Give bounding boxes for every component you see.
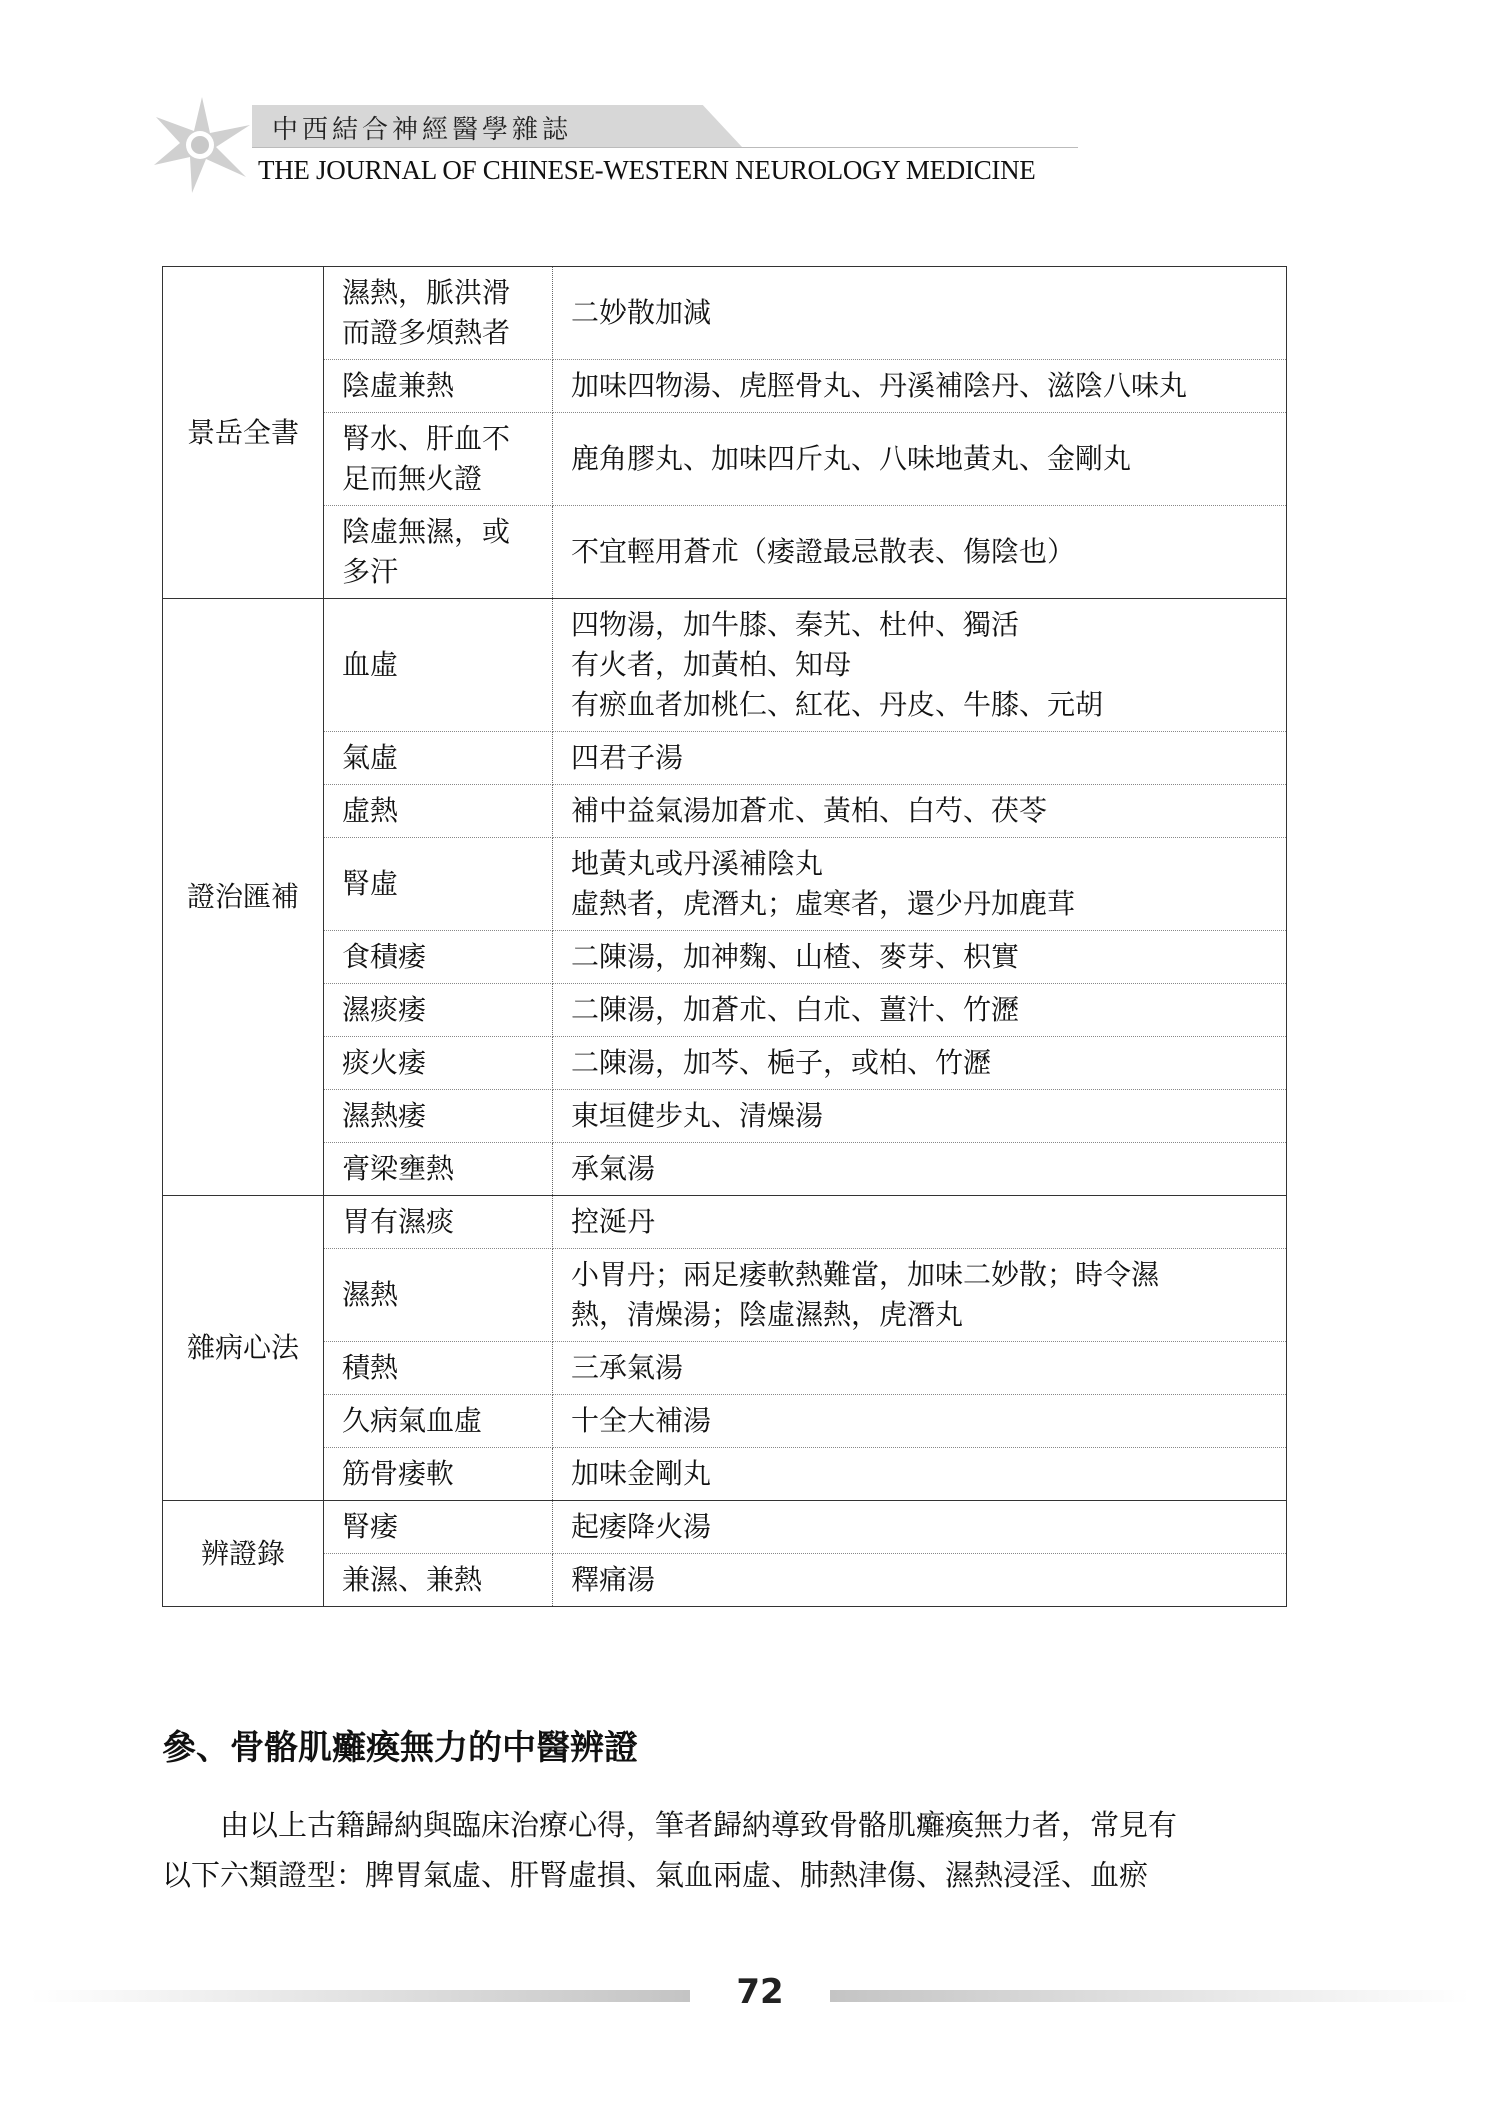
condition-text: 陰虛兼熱 <box>342 369 455 402</box>
source-book-cell: 證治匯補 <box>163 599 324 1196</box>
treatment-cell <box>553 931 1287 984</box>
table-row <box>163 732 1287 785</box>
condition-text: 膏梁壅熱 <box>342 1152 455 1185</box>
condition-text: 足而無火證 <box>342 462 483 495</box>
condition-text: 濕痰痿 <box>342 993 427 1026</box>
condition-cell <box>324 732 553 785</box>
treatment-cell <box>553 360 1287 413</box>
treatment-cell <box>553 1395 1287 1448</box>
star-logo-icon <box>150 95 260 195</box>
condition-text: 腎虛 <box>342 867 399 900</box>
treatment-cell <box>553 1448 1287 1501</box>
treatment-text: 加味金剛丸 <box>571 1457 712 1490</box>
footer-bar-right <box>830 1990 1470 2002</box>
treatment-cell <box>553 984 1287 1037</box>
journal-header <box>150 95 1080 195</box>
condition-text: 而證多煩熱者 <box>342 316 511 349</box>
table-row <box>163 1090 1287 1143</box>
treatment-text: 鹿角膠丸、加味四斤丸、八味地黃丸、金剛丸 <box>571 442 1132 475</box>
condition-text: 多汗 <box>342 555 399 588</box>
condition-text: 濕熱 <box>342 1278 399 1311</box>
treatment-cell <box>553 413 1287 506</box>
condition-text: 筋骨痿軟 <box>342 1457 455 1490</box>
body-paragraph <box>162 1800 1287 1900</box>
paragraph-line: 以下六類證型：脾胃氣虛、肝腎虛損、氣血兩虛、肺熱津傷、濕熱浸淫、血瘀 <box>162 1858 1149 1892</box>
section-heading: 參、骨骼肌癱瘓無力的中醫辨證 <box>162 1728 638 1768</box>
syndrome-treatment-table <box>162 266 1287 1607</box>
treatment-text: 小胃丹；兩足痿軟熱難當，加味二妙散；時令濕 <box>571 1258 1160 1291</box>
condition-cell <box>324 1090 553 1143</box>
condition-cell <box>324 360 553 413</box>
treatment-text: 虛熱者，虎潛丸；虛寒者，還少丹加鹿茸 <box>571 887 1076 920</box>
treatment-cell <box>553 732 1287 785</box>
treatment-cell <box>553 838 1287 931</box>
table-row <box>163 1395 1287 1448</box>
condition-text: 陰虛無濕，或 <box>342 515 511 548</box>
treatment-text: 二陳湯，加芩、梔子，或柏、竹瀝 <box>571 1046 992 1079</box>
condition-text: 兼濕、兼熱 <box>342 1563 483 1596</box>
condition-cell <box>324 506 553 599</box>
condition-cell <box>324 599 553 732</box>
table-row <box>163 1448 1287 1501</box>
treatment-cell <box>553 267 1287 360</box>
condition-cell <box>324 1395 553 1448</box>
treatment-cell <box>553 1090 1287 1143</box>
treatment-cell <box>553 1501 1287 1554</box>
table-row <box>163 413 1287 506</box>
treatment-text: 二陳湯，加蒼朮、白朮、薑汁、竹瀝 <box>571 993 1020 1026</box>
condition-text: 血虛 <box>342 648 399 681</box>
table-row <box>163 1143 1287 1196</box>
condition-text: 痰火痿 <box>342 1046 427 1079</box>
condition-text: 腎痿 <box>342 1510 399 1543</box>
treatment-cell <box>553 1342 1287 1395</box>
table-row <box>163 1554 1287 1607</box>
treatment-text: 補中益氣湯加蒼朮、黃柏、白芍、茯苓 <box>571 794 1048 827</box>
condition-cell <box>324 1037 553 1090</box>
condition-cell <box>324 984 553 1037</box>
treatment-cell <box>553 1554 1287 1607</box>
table-row <box>163 1037 1287 1090</box>
condition-text: 虛熱 <box>342 794 399 827</box>
treatment-cell <box>553 599 1287 732</box>
table-row <box>163 984 1287 1037</box>
condition-cell <box>324 267 553 360</box>
condition-text: 氣虛 <box>342 741 399 774</box>
table-row <box>163 838 1287 931</box>
table-row <box>163 506 1287 599</box>
treatment-text: 起痿降火湯 <box>571 1510 712 1543</box>
condition-text: 胃有濕痰 <box>342 1205 455 1238</box>
source-book-cell: 景岳全書 <box>163 267 324 599</box>
header-rule <box>252 147 1078 148</box>
table-row <box>163 1501 1287 1554</box>
table-row <box>163 931 1287 984</box>
condition-cell <box>324 1448 553 1501</box>
treatment-text: 熱，清燥湯；陰虛濕熱，虎潛丸 <box>571 1298 964 1331</box>
treatment-cell <box>553 1037 1287 1090</box>
condition-text: 濕熱，脈洪滑 <box>342 276 511 309</box>
treatment-text: 加味四物湯、虎脛骨丸、丹溪補陰丹、滋陰八味丸 <box>571 369 1188 402</box>
condition-cell <box>324 1196 553 1249</box>
condition-cell <box>324 1143 553 1196</box>
treatment-text: 東垣健步丸、清燥湯 <box>571 1099 824 1132</box>
treatment-cell <box>553 1143 1287 1196</box>
treatment-text: 二陳湯，加神麴、山楂、麥芽、枳實 <box>571 940 1020 973</box>
treatment-cell <box>553 1196 1287 1249</box>
table-row <box>163 360 1287 413</box>
page-number: 72 <box>736 1972 784 2012</box>
treatment-text: 四物湯，加牛膝、秦艽、杜仲、獨活 <box>571 608 1020 641</box>
journal-title-zh: 中西結合神經醫學雜誌 <box>272 115 573 145</box>
footer-bar-left <box>30 1990 690 2002</box>
journal-title-en: THE JOURNAL OF CHINESE-WESTERN NEUROLOGY MEDICINE <box>258 155 1036 185</box>
condition-cell <box>324 838 553 931</box>
source-book-cell: 雜病心法 <box>163 1196 324 1501</box>
treatment-text: 釋痛湯 <box>571 1563 656 1596</box>
condition-cell <box>324 1554 553 1607</box>
table-row <box>163 267 1287 360</box>
treatment-text: 控涎丹 <box>571 1205 656 1238</box>
condition-text: 久病氣血虛 <box>342 1404 483 1437</box>
table-row <box>163 1249 1287 1342</box>
treatment-text: 承氣湯 <box>571 1152 656 1185</box>
paragraph-line: 由以上古籍歸納與臨床治療心得，筆者歸納導致骨骼肌癱瘓無力者，常見有 <box>220 1808 1178 1842</box>
treatment-text: 四君子湯 <box>571 741 684 774</box>
condition-text: 濕熱痿 <box>342 1099 427 1132</box>
table-row <box>163 599 1287 732</box>
source-book-cell: 辨證錄 <box>163 1501 324 1607</box>
condition-cell <box>324 931 553 984</box>
treatment-text: 二妙散加減 <box>571 296 712 329</box>
table-row <box>163 1342 1287 1395</box>
table-row <box>163 785 1287 838</box>
condition-text: 食積痿 <box>342 940 427 973</box>
treatment-text: 不宜輕用蒼朮（痿證最忌散表、傷陰也） <box>571 535 1076 568</box>
condition-cell <box>324 1342 553 1395</box>
condition-cell <box>324 413 553 506</box>
treatment-text: 地黃丸或丹溪補陰丸 <box>571 847 824 880</box>
condition-text: 積熱 <box>342 1351 399 1384</box>
treatment-cell <box>553 506 1287 599</box>
treatment-cell <box>553 1249 1287 1342</box>
treatment-text: 十全大補湯 <box>571 1404 712 1437</box>
treatment-text: 三承氣湯 <box>571 1351 684 1384</box>
condition-text: 腎水、肝血不 <box>342 422 511 455</box>
table-row <box>163 1196 1287 1249</box>
condition-cell <box>324 1501 553 1554</box>
condition-cell <box>324 1249 553 1342</box>
treatment-text: 有火者，加黃柏、知母 <box>571 648 852 681</box>
treatment-cell <box>553 785 1287 838</box>
treatment-text: 有瘀血者加桃仁、紅花、丹皮、牛膝、元胡 <box>571 688 1104 721</box>
condition-cell <box>324 785 553 838</box>
